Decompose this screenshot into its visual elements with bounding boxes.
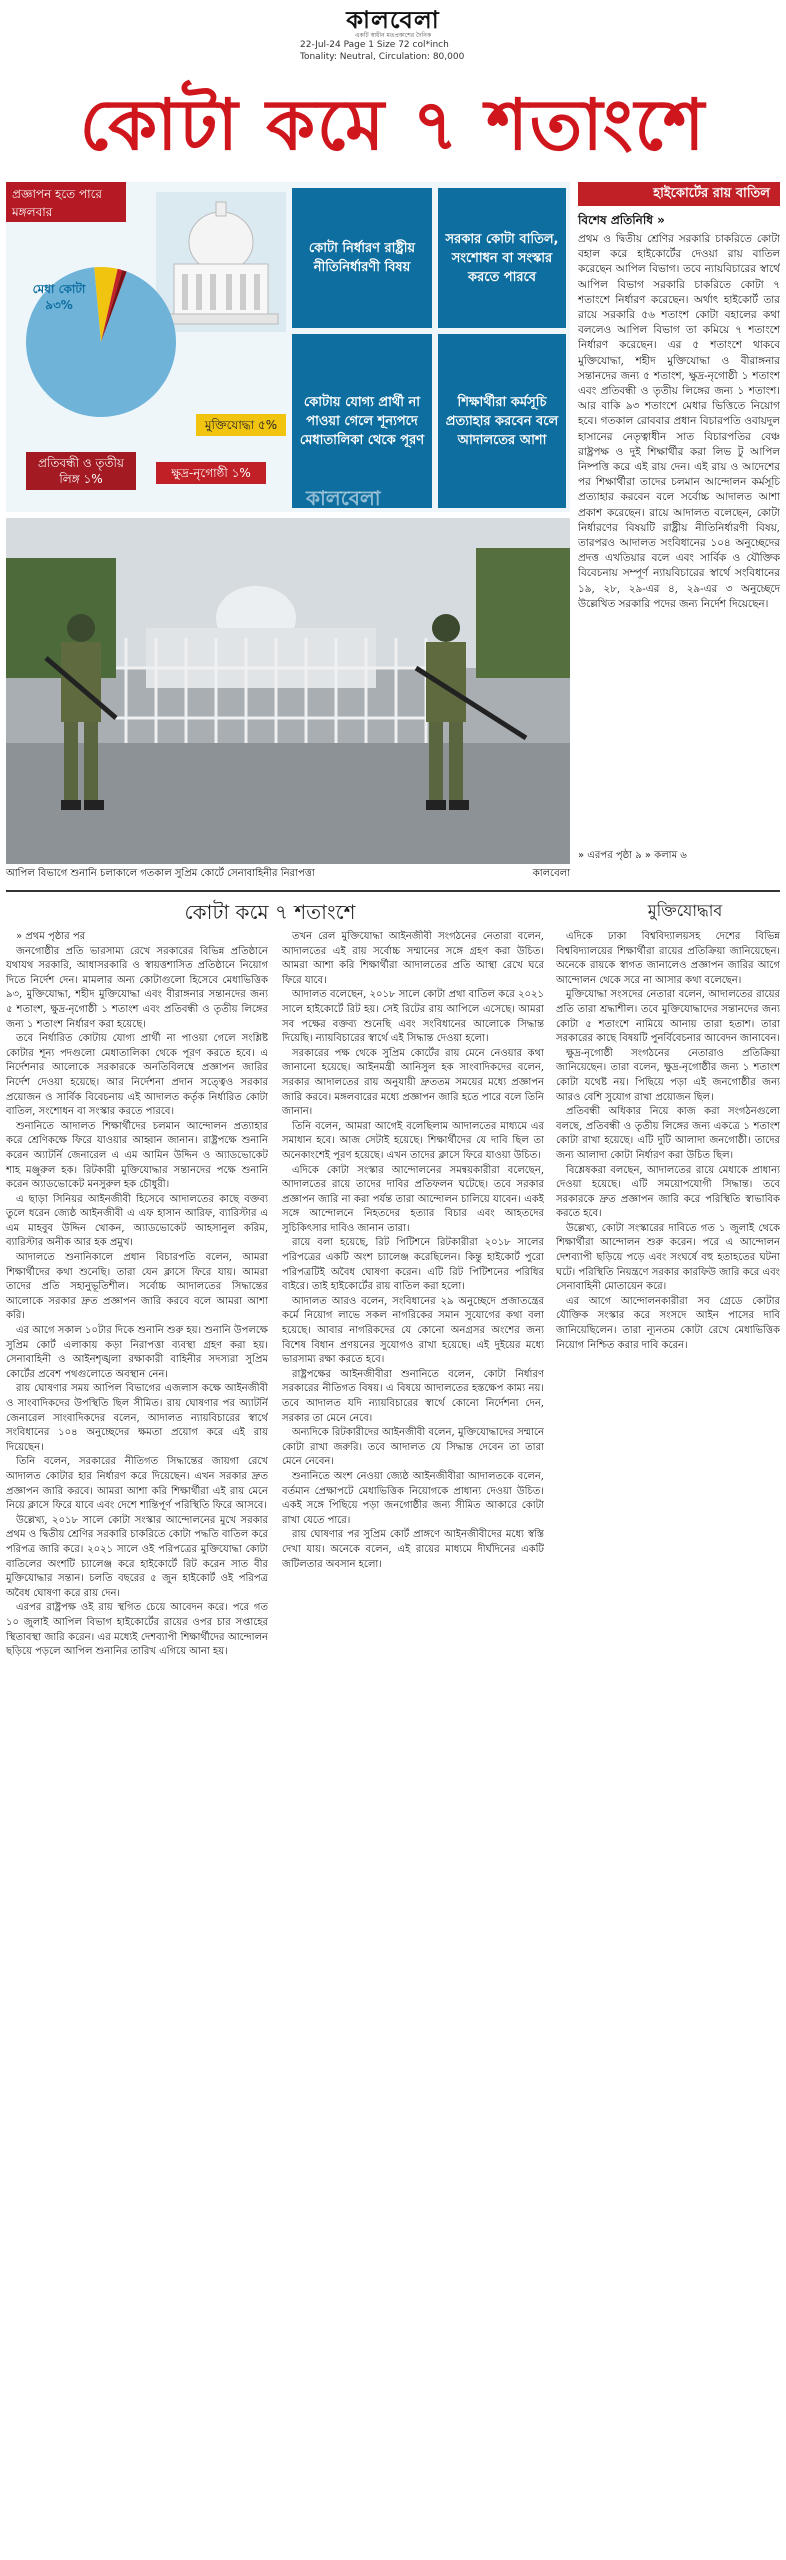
pie-label-ethnic-minority: ক্ষুদ্র-নৃগোষ্ঠী ১% — [156, 462, 266, 484]
sidebar-byline: বিশেষ প্রতিনিধি » — [578, 213, 665, 227]
article-paragraph: এরপর রাষ্ট্রপক্ষ ওই রায় স্থগিত চেয়ে আবেদন করে। পরে গত ১০ জুলাই আপিল বিভাগ হাইকোর্টের রায়ের ওপর চার সপ্তাহের স্থিতাবস্থা জারি করেন। এর মধ্যেই দেশব্যাপী শিক্ষার্থীদের আন্দোলন ছড়িয়ে পড়লে আপিল শুনানির তারিখ এগিয়ে আনা হয়। — [6, 1602, 268, 1658]
article-title: কোটা কমে ৭ শতাংশে — [184, 900, 356, 924]
article-paragraph: জনগোষ্ঠীর প্রতি ভারসাম্য রেখে সরকারের বিভিন্ন প্রতিষ্ঠানে যথাযথ সরকারি, আধাসরকারি ও স্বায়ত্তশাসিত প্রতিষ্ঠানে নিয়োগ দিতে নির্দেশ দেন। মামলার অন্য কোটাগুলো হিসেবে মেধাভিত্তিক ৯৩, মুক্তিযোদ্ধা, শহীদ মুক্তিযোদ্ধা এবং বীরাঙ্গনার সন্তানদের জন্য ৫ শতাংশ, ক্ষুদ্র-নৃগোষ্ঠী ১ শতাংশ এবং প্রতিবন্ধী ও তৃতীয় লিঙ্গের জন্য ১ শতাংশ নির্ধারণ করা হয়েছে। — [6, 945, 268, 1030]
article-paragraph: তবে নির্ধারিত কোটায় যোগ্য প্রার্থী না পাওয়া গেলে সংশ্লিষ্ট কোটার শূন্য পদগুলো মেধাতালিকা থেকে পূরণ করতে হবে। এ নির্দেশনার আলোকে সরকারকে অনতিবিলম্বে প্রজ্ঞাপন জারির নির্দেশ দেওয়া হয়েছে। আর নির্দেশনা প্রদান সত্ত্বেও সরকার প্রয়োজন ও সার্বিক বিবেচনায় এই আদালত কর্তৃক নির্ধারিত কোটা বাতিল, সংশোধন বা সংস্কার করতে পারবে। — [6, 1033, 268, 1118]
article-paragraph: উল্লেখ্য, ২০১৮ সালে কোটা সংস্কার আন্দোলনের মুখে সরকার প্রথম ও দ্বিতীয় শ্রেণির সরকারি চাকরিতে কোটা পদ্ধতি বাতিল করে পরিপত্র জারি করে। ২০২১ সালে ওই পরিপত্রের মুক্তিযোদ্ধা কোটা বাতিলের অংশটি চ্যালেঞ্জ করে হাইকোর্টে রিট করেন সাত বীর মুক্তিযোদ্ধার সন্তান। চলতি বছরের ৫ জুন হাইকোর্ট ওই পরিপত্র অবৈধ ঘোষণা করে রায় দেন। — [6, 1514, 268, 1599]
article-paragraph: রায় ঘোষণার সময় আপিল বিভাগের এজলাস কক্ষে আইনজীবী ও সাংবাদিকদের উপস্থিতি ছিল সীমিত। রায় ঘোষণার পর অ্যাটর্নি জেনারেল সাংবাদিকদের বলেন, আদালত ন্যায়বিচারের স্বার্থে সংবিধানের ১০৪ অনুচ্ছেদের ক্ষমতা প্রয়োগ করে এই রায় দিয়েছেন। — [6, 1383, 268, 1453]
article-paragraph: ক্ষুদ্র-নৃগোষ্ঠী সংগঠনের নেতারাও প্রতিক্রিয়া জানিয়েছেন। তারা বলেন, ক্ষুদ্র-নৃগোষ্ঠীর জন্য ১ শতাংশ কোটা যথেষ্ট নয়। পিছিয়ে পড়া এই জনগোষ্ঠীর জন্য আরও বেশি সুযোগ রাখা প্রয়োজন ছিল। — [556, 1047, 780, 1103]
article-paragraph: এদিকে কোটা সংস্কার আন্দোলনের সমন্বয়কারীরা বলেছেন, আদালতের রায়ে তাদের দাবির প্রতিফলন ঘটেছে। তবে সরকার প্রজ্ঞাপন জারি না করা পর্যন্ত তারা আন্দোলন চালিয়ে যাবেন। একই সঙ্গে আন্দোলনে নিহতদের হত্যার বিচার এবং আহতদের সুচিকিৎসার দাবিও জানান তারা। — [282, 1164, 544, 1234]
pie-label-freedom-fighter: মুক্তিযোদ্ধা ৫% — [196, 414, 286, 436]
infographic — [6, 182, 570, 512]
pie-label-disabled-third-gender: প্রতিবন্ধী ও তৃতীয় লিঙ্গ ১% — [26, 452, 136, 490]
article-paragraph: তখন রেল মুক্তিযোদ্ধা আইনজীবী সংগঠনের নেতারা বলেন, আদালতের এই রায় সর্বোচ্চ সম্মানের সঙ্গে গ্রহণ করা উচিত। আমরা আশা করি শিক্ষার্থীরা আদালতের প্রতি আস্থা রেখে ঘরে ফিরে যাবে। — [282, 931, 544, 986]
article-paragraph: এর আগে আন্দোলনকারীরা সব গ্রেডে কোটার যৌক্তিক সংস্কার করে সংসদে আইন পাসের দাবি জানিয়েছিলেন। তারা ন্যূনতম কোটা রেখে মেধাভিত্তিক নিয়োগ নিশ্চিত করার দাবি করেন। — [556, 1295, 780, 1351]
article-paragraph: বিশ্লেষকরা বলছেন, আদালতের রায়ে মেধাকে প্রাধান্য দেওয়া হয়েছে। এটি সময়োপযোগী সিদ্ধান্ত। তবে সরকারকে দ্রুত প্রজ্ঞাপন জারি করে পরিস্থিতি স্বাভাবিক করতে হবে। — [556, 1164, 780, 1220]
clipping-meta-date: 22-Jul-24 Page 1 Size 72 col*inch — [300, 40, 449, 50]
main-headline: কোটা কমে ৭ শতাংশে — [79, 84, 707, 166]
info-box-students-hope: শিক্ষার্থীরা কর্মসূচি প্রত্যাহার করবেন বলে আদালতের আশা — [438, 334, 566, 508]
article-paragraph: সরকারের পক্ষ থেকে সুপ্রিম কোর্টের রায় মেনে নেওয়ার কথা জানানো হয়েছে। আইনমন্ত্রী আনিসুল হক সাংবাদিকদের বলেন, সরকার আদালতের রায় অনুযায়ী দ্রুততম সময়ের মধ্যে প্রজ্ঞাপন জারি করবে। মঙ্গলবারের মধ্যে প্রজ্ঞাপন জারি হতে পারে বলে তিনি জানান। — [282, 1047, 544, 1118]
article-paragraph: তিনি বলেন, আমরা আগেই বলেছিলাম আদালতের মাধ্যমে এর সমাধান হবে। আজ সেটাই হয়েছে। শিক্ষার্থীদের যে দাবি ছিল তা অনেকাংশেই পূরণ হয়েছে। এখন তাদের ক্লাসে ফিরে যাওয়া উচিত। — [282, 1120, 544, 1161]
photo-caption — [6, 866, 570, 883]
masthead — [0, 0, 786, 70]
article-paragraph: আদালত বলেছেন, ২০১৮ সালে কোটা প্রথা বাতিল করে ২০২১ সালে হাইকোর্টে রিট হয়। সেই রিটের রায় আপিলে এসেছে। আমরা সব পক্ষের বক্তব্য শুনেছি এবং সংবিধানের আলোকে সিদ্ধান্ত দিয়েছি। ন্যায়বিচারের স্বার্থে এই সিদ্ধান্ত দেওয়া হলো। — [282, 989, 544, 1045]
article-paragraph: মুক্তিযোদ্ধা সংসদের নেতারা বলেন, আদালতের রায়ের প্রতি তারা শ্রদ্ধাশীল। তবে মুক্তিযোদ্ধাদের সন্তানদের জন্য কোটা ৫ শতাংশে নামিয়ে আনায় তারা হতাশ। তারা সরকারের কাছে বিষয়টি পুনর্বিবেচনার আবেদন জানাবেন। — [556, 989, 780, 1045]
article-paragraph: শুনানিতে অংশ নেওয়া জ্যেষ্ঠ আইনজীবীরা আদালতকে বলেন, বর্তমান প্রেক্ষাপটে মেধাভিত্তিক নিয়োগকে প্রাধান্য দেওয়া উচিত। একই সঙ্গে পিছিয়ে পড়া জনগোষ্ঠীর জন্য সীমিত আকারে কোটা রাখা যেতে পারে। — [282, 1470, 544, 1526]
info-box-vacancy-fill: কোটায় যোগ্য প্রার্থী না পাওয়া গেলে শূন্যপদে মেধাতালিকা থেকে পূরণ — [292, 334, 432, 508]
article-paragraph: আদালত আরও বলেন, সংবিধানের ২৯ অনুচ্ছেদে প্রজাতন্ত্রের কর্মে নিয়োগ লাভে সকল নাগরিকের সমান সুযোগের কথা বলা হয়েছে। আবার নাগরিকদের যে কোনো অনগ্রসর অংশের জন্য বিশেষ বিধান প্রণয়নের সুযোগও রাখা হয়েছে। এই দুইয়ের মধ্যে ভারসাম্য রক্ষা করতে হবে। — [282, 1295, 544, 1366]
article-paragraph: আদালতে শুনানিকালে প্রধান বিচারপতি বলেন, আমরা শিক্ষার্থীদের কথা শুনেছি। তারা যেন ক্লাসে ফিরে যায়। আমরা তাদের প্রতি সহানুভূতিশীল। সর্বোচ্চ আদালতের সিদ্ধান্তের আলোকে সরকার দ্রুত প্রজ্ঞাপন জারি করবে বলে আমরা আশা করি। — [6, 1252, 268, 1322]
side-article-title: মুক্তিযোদ্ধাব — [647, 901, 723, 920]
sidebar-continue-link: » এরপর পৃষ্ঠা ৯ » কলাম ৬ — [578, 850, 687, 861]
article-paragraph: রায়ে বলা হয়েছে, রিট পিটিশনে রিটকারীরা ২০১৮ সালের পরিপত্রের একটি অংশ চ্যালেঞ্জ করেছিলেন। কিন্তু হাইকোর্ট পুরো পরিপত্রটিই অবৈধ ঘোষণা করেন। এটি রিট পিটিশনের পরিধির বাইরে। তাই হাইকোর্টের রায় বাতিল করা হলো। — [282, 1237, 544, 1293]
article-paragraph: উল্লেখ্য, কোটা সংস্কারের দাবিতে গত ১ জুলাই থেকে শিক্ষার্থীরা আন্দোলন শুরু করেন। পরে এ আন্দোলন দেশব্যাপী ছড়িয়ে পড়ে এবং সংঘর্ষে বহু হতাহতের ঘটনা ঘটে। পরিস্থিতি নিয়ন্ত্রণে সরকার কারফিউ জারি করে এবং সেনাবাহিনী মোতায়েন করে। — [556, 1222, 780, 1293]
photo-credit: কালবেলা — [532, 868, 570, 879]
news-photo — [6, 518, 570, 864]
notification-tag: প্রজ্ঞাপন হতে পারে মঙ্গলবার — [6, 182, 126, 222]
sidebar-title: হাইকোর্টের রায় বাতিল — [578, 182, 780, 206]
article-paragraph: » প্রথম পৃষ্ঠার পর — [16, 931, 86, 942]
article-paragraph: প্রতিবন্ধী অধিকার নিয়ে কাজ করা সংগঠনগুলো বলছে, প্রতিবন্ধী ও তৃতীয় লিঙ্গের জন্য একত্রে ১ শতাংশ কোটা রাখা হয়েছে। এটি দুটি আলাদা জনগোষ্ঠী। তাদের জন্য আলাদা কোটা নির্ধারণ করা উচিত ছিল। — [556, 1106, 780, 1161]
article-column-1 — [6, 930, 268, 2550]
article-paragraph: অন্যদিকে রিটকারীদের আইনজীবী বলেন, মুক্তিযোদ্ধাদের সম্মানে কোটা রাখা জরুরি। তবে আদালত যে সিদ্ধান্ত দেবেন তা তারা মেনে নেবেন। — [282, 1427, 544, 1468]
photo-caption-text: আপিল বিভাগে শুনানি চলাকালে গতকাল সুপ্রিম কোর্টে সেনাবাহিনীর নিরাপত্তা — [6, 868, 315, 879]
infographic-watermark: কালবেলা — [306, 486, 381, 510]
article-column-2 — [282, 930, 544, 2550]
info-box-government-power: সরকার কোটা বাতিল, সংশোধন বা সংস্কার করতে পারবে — [438, 188, 566, 328]
article-paragraph: শুনানিতে আদালত শিক্ষার্থীদের চলমান আন্দোলন প্রত্যাহার করে শ্রেণিকক্ষে ফিরে যাওয়ার আহ্বান জানান। রাষ্ট্রপক্ষে শুনানি করেন অ্যাটর্নি জেনারেল এ এম আমিন উদ্দিন ও অ্যাডভোকেট শাহ মঞ্জুরুল হক। রিটকারী মুক্তিযোদ্ধার সন্তানদের পক্ষে শুনানি করেন অ্যাডভোকেট মনসুরুল হক চৌধুরী। — [6, 1120, 268, 1191]
article-paragraph: রাষ্ট্রপক্ষের আইনজীবীরা শুনানিতে বলেন, কোটা নির্ধারণ সরকারের নীতিগত বিষয়। এ বিষয়ে আদালতের হস্তক্ষেপ কাম্য নয়। তবে আদালত যদি ন্যায়বিচারের স্বার্থে কোনো নির্দেশনা দেন, সরকার তা মেনে নেবে। — [282, 1368, 544, 1424]
newspaper-tagline: একটি স্বাধীন মতপ্রকাশের দৈনিক — [354, 32, 432, 39]
article-paragraph: রায় ঘোষণার পর সুপ্রিম কোর্ট প্রাঙ্গণে আইনজীবীদের মধ্যে স্বস্তি দেখা যায়। অনেকে বলেন, এই রায়ের মাধ্যমে দীর্ঘদিনের একটি জটিলতার অবসান হলো। — [282, 1529, 544, 1570]
pie-label-merit: মেধা কোটা ৯৩% — [32, 282, 86, 312]
quota-pie-chart — [16, 232, 186, 432]
section-divider — [6, 890, 780, 892]
article-column-3 — [556, 930, 780, 2550]
article-paragraph: এ ছাড়া সিনিয়র আইনজীবী হিসেবে আদালতের কাছে বক্তব্য তুলে ধরেন জ্যেষ্ঠ আইনজীবী এ এফ হাসান আরিফ, ব্যারিস্টার এ এম মাহবুব উদ্দিন খোকন, অ্যাডভোকেট আহসানুল করিম, ব্যারিস্টার অনীক আর হক প্রমুখ। — [6, 1193, 268, 1249]
info-box-policy: কোটা নির্ধারণ রাষ্ট্রীয় নীতিনির্ধারণী বিষয় — [292, 188, 432, 328]
article-paragraph: এর আগে সকাল ১০টার দিকে শুনানি শুরু হয়। শুনানি উপলক্ষে সুপ্রিম কোর্ট এলাকায় কড়া নিরাপত্তা ব্যবস্থা গ্রহণ করা হয়। সেনাবাহিনী ও আইনশৃঙ্খলা রক্ষাকারী বাহিনীর সদস্যরা সুপ্রিম কোর্টের প্রবেশ পথগুলোতে অবস্থান নেন। — [6, 1325, 268, 1380]
article-paragraph: এদিকে ঢাকা বিশ্ববিদ্যালয়সহ দেশের বিভিন্ন বিশ্ববিদ্যালয়ের শিক্ষার্থীরা রায়ের প্রতিক্রিয়া জানিয়েছেন। অনেকে রায়কে স্বাগত জানালেও প্রজ্ঞাপন জারির আগে আন্দোলন থেকে সরে না আসার কথা বলেছেন। — [556, 931, 780, 986]
clipping-meta-tonality: Tonality: Neutral, Circulation: 80,000 — [300, 52, 465, 62]
sidebar-body: প্রথম ও দ্বিতীয় শ্রেণির সরকারি চাকরিতে কোটা বহাল করে হাইকোর্টের দেওয়া রায় বাতিল করেছেন আপিল বিভাগ। তবে ন্যায়বিচারের স্বার্থে আপিল বিভাগ সরকারি চাকরিতে কোটা ৭ শতাংশে নির্ধারণ করেছেন। অর্থাৎ হাইকোর্ট তার রায়ে সরকারি ৫৬ শতাংশ কোটা বহালের কথা বললেও আপিল বিভাগ তা কমিয়ে ৭ শতাংশে নির্ধারণ করেছেন। এর ৫ শতাংশে থাকবে মুক্তিযোদ্ধা, শহীদ মুক্তিযোদ্ধা ও বীরাঙ্গনার সন্তানদের জন্য ৫ শতাংশ, ক্ষুদ্র-নৃগোষ্ঠী ১ শতাংশ এবং প্রতিবন্ধী ও তৃতীয় লিঙ্গের জন্য ১ শতাংশ। আর বাকি ৯৩ শতাংশে মেধার ভিত্তিতে নিয়োগ হবে। গতকাল রোববার প্রধান বিচারপতি ওবায়দুল হাসানের নেতৃত্বাধীন সাত বিচারপতির বেঞ্চ রাষ্ট্রপক্ষ ও দুই শিক্ষার্থীর করা লিভ টু আপিল নিষ্পত্তি করে এই রায় দেন। এই রায় ও আদেশের পর শিক্ষার্থীরা তাদের চলমান আন্দোলন কর্মসূচি প্রত্যাহার করবেন বলে সর্বোচ্চ আদালত আশা প্রকাশ করেছেন। রায়ে আদালত বলেছেন, কোটা নির্ধারণের বিষয়টি রাষ্ট্রীয় নীতিনির্ধারণী বিষয়, তারপরও আদালত সংবিধানের ১০৪ অনুচ্ছেদের প্রদত্ত এখতিয়ার বলে এবং সার্বিক ও যৌক্তিক বিবেচনায় সম্পূর্ণ ন্যায়বিচারের স্বার্থে সংবিধানের ১৯, ২৮, ২৯-এর ৪, ২৯-এর ৩ অনুচ্ছেদে উল্লেখিত সরকারি পদের জন্য নির্দেশ দিয়েছেন। — [578, 233, 780, 610]
article-paragraph: তিনি বলেন, সরকারের নীতিগত সিদ্ধান্তের জায়গা রেখে আদালত কোটার হার নির্ধারণ করে দিয়েছেন। এখন সরকার দ্রুত প্রজ্ঞাপন জারি করবে। আমরা আশা করি শিক্ষার্থীরা এই রায় মেনে নিয়ে ক্লাসে ফিরে যাবে এবং দেশে শান্তিপূর্ণ পরিস্থিতি ফিরে আসবে। — [6, 1456, 268, 1512]
newspaper-logo: কালবেলা — [346, 5, 440, 34]
